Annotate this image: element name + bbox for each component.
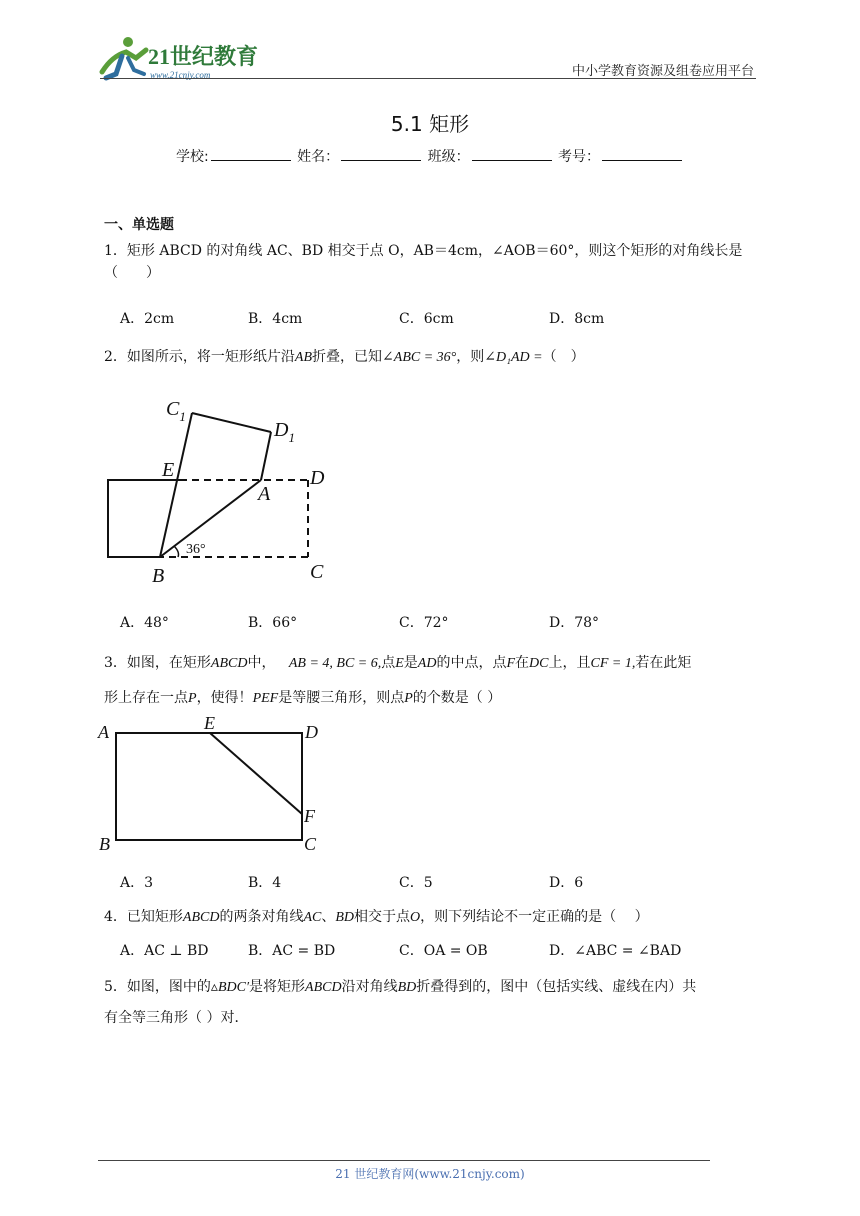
q2-label-c1: $C_1$ [166, 398, 186, 424]
q1-option-a[interactable]: A．2cm [120, 311, 175, 327]
question-3-line-1: 3．如图，在矩形ABCD中， AB = 4, BC = 6,点E是AD的中点，点F在DC上，且CF = 1,若在此矩 [104, 655, 692, 671]
q2-label-a: A [258, 483, 271, 505]
q1-option-d[interactable]: D．8cm [549, 311, 605, 327]
q3-option-a[interactable]: A．3 [120, 875, 154, 891]
q3-option-b[interactable]: B．4 [248, 875, 282, 891]
question-1-text: 1．矩形 ABCD 的对角线 AC、BD 相交于点 O，AB＝4cm，∠AOB＝60°，则这个矩形的对角线长是 [104, 243, 743, 259]
q1-option-b[interactable]: B．4cm [248, 311, 303, 327]
q2-option-c[interactable]: C．72° [399, 615, 449, 631]
question-4-options [0, 940, 860, 962]
name-label: 姓名： [297, 149, 340, 165]
q3-label-f: F [304, 806, 315, 826]
question-3-figure [96, 712, 336, 858]
q4-option-d[interactable]: D．∠ABC = ∠BAD [549, 943, 682, 959]
q3-label-b: B [99, 834, 110, 854]
q2-label-e: E [162, 459, 175, 481]
footer-text: 21 世纪教育网(www.21cnjy.com) [335, 1167, 525, 1181]
exam-no-label: 考号： [558, 149, 601, 165]
question-2-figure [96, 390, 346, 590]
runner-icon [102, 37, 146, 78]
q3-label-c: C [304, 834, 317, 854]
question-5-line-2: 有全等三角形（ ）对． [104, 1010, 249, 1026]
q3-option-c[interactable]: C．5 [399, 875, 433, 891]
q3-label-d: D [305, 722, 318, 742]
q1-option-c[interactable]: C．6cm [399, 311, 454, 327]
question-3-line-2: 形上存在一点P，使得！PEF是等腰三角形，则点P的个数是（ ） [104, 690, 502, 706]
header-platform-text: 中小学教育资源及组卷应用平台 [571, 64, 754, 79]
question-1-paren: （ ） [104, 265, 160, 281]
logo-text: 21世纪教育 [148, 44, 259, 69]
question-3-options [0, 872, 860, 894]
q3-rectangle [116, 733, 302, 840]
site-logo [92, 34, 262, 84]
student-info-row [0, 146, 860, 166]
question-1-options [0, 308, 860, 330]
question-2-text: 2．如图所示，将一矩形纸片沿AB折叠，已知∠ABC = 36°，则∠D₁AD =（ ） [104, 349, 585, 365]
question-1 [104, 240, 764, 284]
q2-option-a[interactable]: A．48° [120, 615, 169, 631]
q2-line-d1-a [261, 432, 271, 480]
q2-label-c: C [310, 561, 324, 583]
q2-option-d[interactable]: D．78° [549, 615, 600, 631]
q2-label-d1: $D_1$ [274, 419, 295, 445]
q2-line-c1-d1 [192, 413, 271, 432]
class-label: 班级： [427, 149, 470, 165]
q2-option-b[interactable]: B．66° [248, 615, 298, 631]
q4-option-c[interactable]: C．OA = OB [399, 943, 488, 959]
exam-no-blank[interactable] [602, 146, 682, 161]
q2-angle-label: 36° [186, 542, 206, 557]
footer-divider [98, 1160, 710, 1161]
question-2-options [0, 612, 860, 634]
question-5-line-1: 5．如图，图中的▵BDC′是将矩形ABCD沿对角线BD折叠得到的，图中（包括实线、虚线在内）共 [104, 979, 697, 995]
q2-label-b: B [152, 565, 165, 587]
section-title: 一、单选题 [104, 217, 174, 233]
question-4-text: 4．已知矩形ABCD的两条对角线AC、BD相交于点O，则下列结论不一定正确的是（ ） [104, 909, 649, 925]
q3-line-e-f [210, 733, 302, 814]
question-5-text [104, 972, 764, 1033]
name-blank[interactable] [341, 146, 421, 161]
q3-option-d[interactable]: D．6 [549, 875, 584, 891]
page-title: 5.1 矩形 [390, 112, 470, 136]
q2-label-d: D [310, 467, 325, 489]
header-divider [100, 78, 756, 79]
logo-subtext: www.21cnjy.com [150, 70, 211, 80]
q4-option-a[interactable]: A．AC ⊥ BD [120, 943, 209, 959]
question-3-text [104, 646, 764, 716]
q4-option-b[interactable]: B．AC = BD [248, 943, 336, 959]
q3-label-a: A [98, 722, 109, 742]
q3-label-e: E [204, 713, 215, 733]
q2-angle-arc [174, 546, 179, 557]
class-blank[interactable] [472, 146, 552, 161]
school-label: 学校: [175, 149, 209, 165]
school-blank[interactable] [211, 146, 291, 161]
